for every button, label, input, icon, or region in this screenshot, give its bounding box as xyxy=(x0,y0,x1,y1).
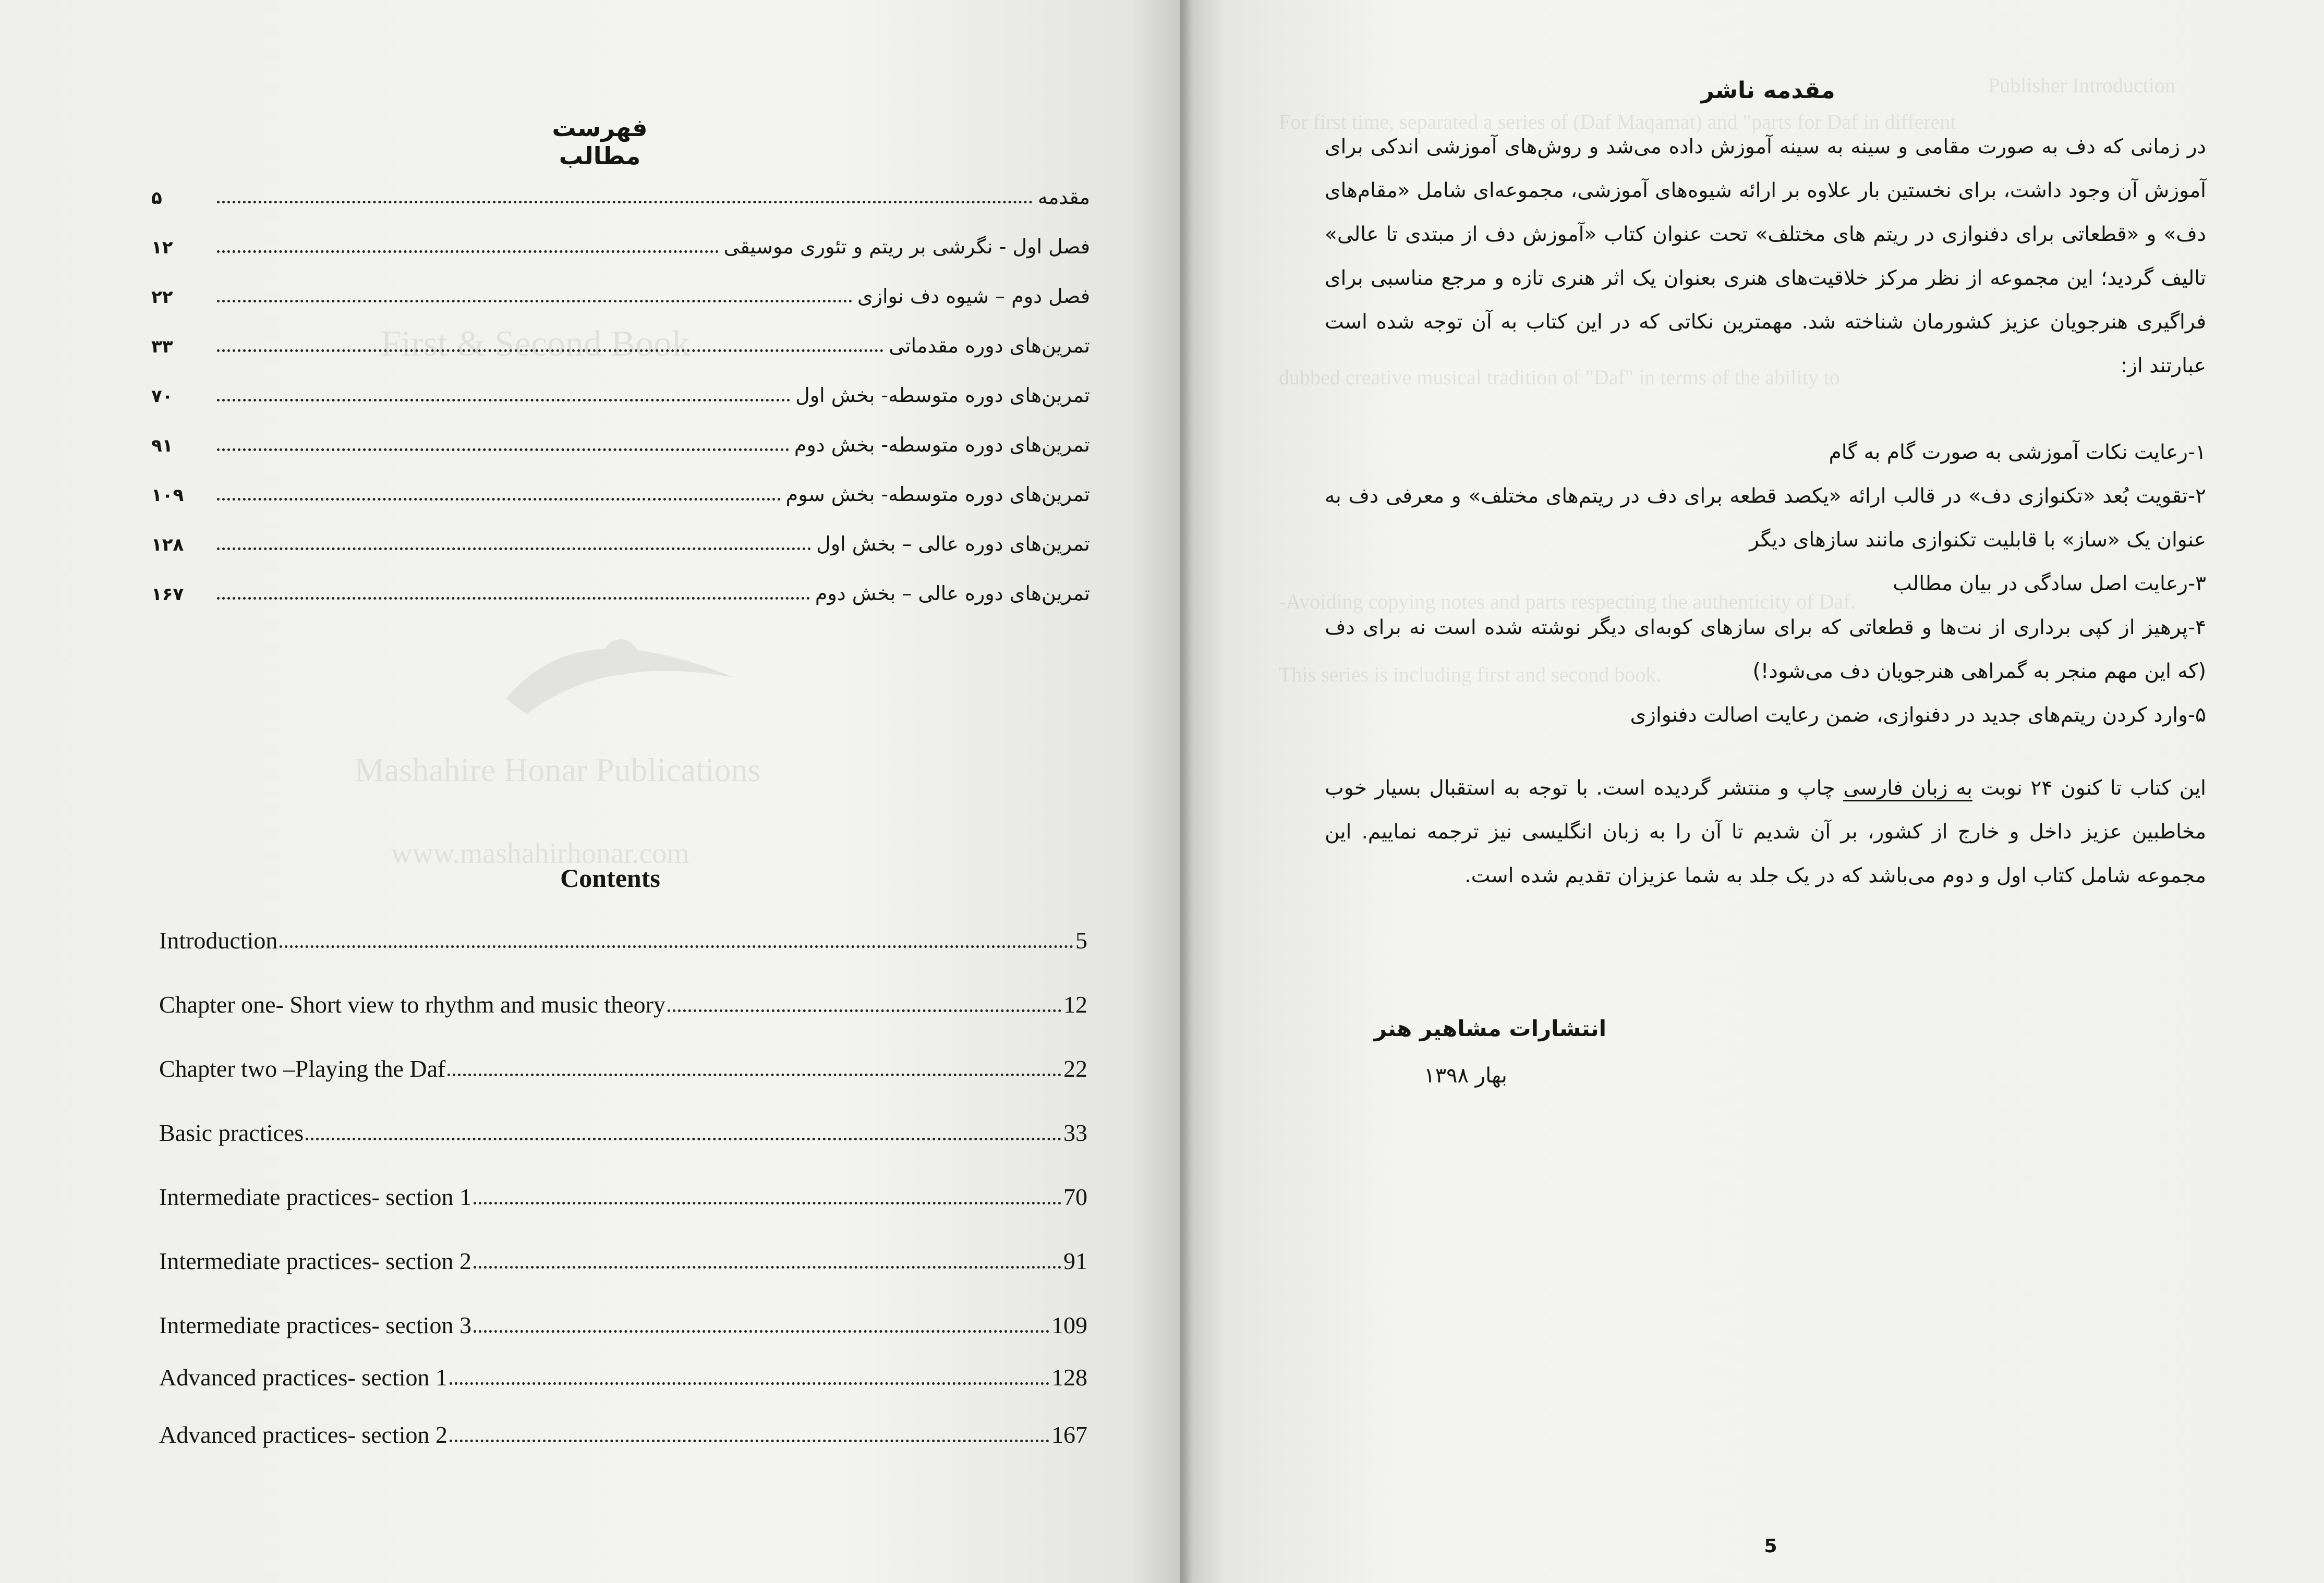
toc-row xyxy=(151,469,1090,506)
toc-page-number: 109 xyxy=(1051,1312,1087,1338)
toc-row xyxy=(151,370,1090,407)
show-through-text: dubbed creative musical tradition of "Daf" in terms of the ability to xyxy=(1279,366,1840,389)
toc-row xyxy=(159,1174,1087,1211)
preface-point: ۱-رعایت نکات آموزشی به صورت گام به گام xyxy=(1829,441,2206,464)
toc-row xyxy=(151,420,1090,456)
show-through-text: This series is including first and second book. xyxy=(1279,663,1662,686)
toc-page-number: 70 xyxy=(1063,1184,1087,1210)
toc-entry-label: فصل اول - نگرشی بر ریتم و تئوری موسیقی xyxy=(723,235,1090,258)
page-number: 5 xyxy=(1764,1536,1777,1557)
toc-row xyxy=(151,172,1090,209)
toc-entry-label: Basic practices xyxy=(159,1119,304,1146)
toc-page-number: ۱۲۸ xyxy=(151,534,184,555)
english-toc-title: Contents xyxy=(560,863,660,893)
toc-entry-label: فصل دوم – شیوه دف نوازی xyxy=(857,285,1090,308)
right-page xyxy=(1180,0,2324,1583)
closing-text-start: این کتاب تا کنون ۲۴ نوبت xyxy=(1972,776,2207,800)
toc-entry-label: تمرین‌های دوره عالی – بخش اول xyxy=(816,532,1090,555)
toc-entry-label: مقدمه xyxy=(1037,186,1090,209)
toc-page-number: 128 xyxy=(1051,1364,1087,1391)
toc-entry-label: Intermediate practices- section 1 xyxy=(159,1184,471,1210)
toc-row xyxy=(159,918,1087,954)
preface-heading: مقدمه ناشر xyxy=(1701,77,1835,104)
toc-row xyxy=(151,321,1090,357)
dot-leader xyxy=(450,1382,1049,1385)
toc-entry-label: Intermediate practices- section 3 xyxy=(159,1312,471,1338)
preface-points xyxy=(1325,431,2206,737)
toc-entry-label: Advanced practices- section 2 xyxy=(159,1421,448,1448)
show-through-text: For first time, separated a series of (Daf Maqamat) and "parts for Daf in different xyxy=(1279,110,1956,133)
show-through-text: Mashahire Honar Publications xyxy=(355,751,761,788)
page-gutter-shadow xyxy=(1180,0,1193,1583)
toc-row xyxy=(159,1302,1087,1339)
toc-page-number: ۱۲ xyxy=(151,237,173,258)
toc-row xyxy=(159,1412,1087,1448)
toc-page-number: 33 xyxy=(1063,1119,1087,1146)
toc-row xyxy=(151,519,1090,555)
dot-leader xyxy=(217,597,810,600)
toc-row xyxy=(159,1355,1087,1391)
dot-leader xyxy=(306,1138,1061,1140)
toc-entry-label: Chapter two –Playing the Daf xyxy=(159,1055,446,1082)
closing-text-end: چاپ و منتشر گردیده است. با توجه به استقبال بسیار خوب مخاطبین عزیز داخل و خارج از کشور، بر آن شدیم تا آن را به زبان انگلیسی نیز ترجمه نماییم. این مجموعه شامل کتاب اول و دوم می‌باشد که در یک جلد به شما عزیزان تقدیم شده است. xyxy=(1325,776,2206,887)
toc-page-number: ۹۱ xyxy=(151,435,173,456)
dot-leader xyxy=(668,1009,1061,1012)
dot-leader xyxy=(280,945,1073,948)
show-through-logo xyxy=(495,615,746,730)
toc-entry-label: تمرین‌های دوره متوسطه- بخش سوم xyxy=(785,483,1090,506)
toc-row xyxy=(151,222,1090,258)
dot-leader xyxy=(217,448,789,451)
dot-leader xyxy=(217,201,1033,203)
underlined-phrase: به زبان فارسی xyxy=(1843,776,1972,801)
toc-row xyxy=(151,568,1090,605)
toc-entry-label: Introduction xyxy=(159,927,278,954)
show-through-text: -Avoiding copying notes and parts respecting the authenticity of Daf. xyxy=(1279,590,1856,613)
preface-point: ۲-تقویت بُعد «تکنوازی دف» در قالب ارائه «یکصد قطعه برای دف در ریتم‌های مختلف» و معرفی دف به عنوان یک «ساز» با قابلیت تکنوازی مانند سازهای دیگر xyxy=(1325,484,2206,552)
persian-toc-title: فهرست مطالب xyxy=(552,114,648,170)
show-through-text: First & Second Book xyxy=(381,324,691,364)
dot-leader xyxy=(217,547,811,550)
toc-entry-label: تمرین‌های دوره عالی – بخش دوم xyxy=(815,582,1090,605)
toc-entry-label: تمرین‌های دوره متوسطه- بخش دوم xyxy=(794,433,1090,456)
dot-leader xyxy=(217,498,781,501)
toc-page-number: 12 xyxy=(1063,991,1087,1018)
toc-entry-label: Intermediate practices- section 2 xyxy=(159,1248,471,1274)
preface-point: ۵-وارد کردن ریتم‌های جدید در دفنوازی، ضمن رعایت اصالت دفنوازی xyxy=(1630,703,2206,727)
dot-leader xyxy=(217,250,719,253)
toc-row xyxy=(159,1110,1087,1147)
toc-row xyxy=(159,1046,1087,1082)
toc-page-number: 5 xyxy=(1075,927,1087,954)
toc-page-number: ۷۰ xyxy=(151,386,173,407)
dot-leader xyxy=(217,300,852,302)
preface-point: ۳-رعایت اصل سادگی در بیان مطالب xyxy=(1893,572,2206,595)
dot-leader xyxy=(217,399,790,401)
dot-leader xyxy=(474,1202,1061,1204)
toc-page-number: ۲۲ xyxy=(151,287,173,308)
toc-page-number: ۱۰۹ xyxy=(151,485,184,506)
dot-leader xyxy=(447,1074,1061,1076)
toc-page-number: ۵ xyxy=(151,188,162,209)
show-through-text: Publisher Introduction xyxy=(1988,74,2175,97)
dot-leader xyxy=(474,1266,1061,1269)
toc-entry-label: Advanced practices- section 1 xyxy=(159,1364,448,1391)
toc-page-number: ۱۶۷ xyxy=(151,584,184,605)
dot-leader xyxy=(474,1330,1049,1333)
toc-entry-label: تمرین‌های دوره متوسطه- بخش اول xyxy=(795,384,1090,407)
publisher-name: انتشارات مشاهیر هنر xyxy=(1374,1016,1606,1041)
preface-closing-paragraph xyxy=(1325,766,2206,898)
toc-row xyxy=(151,271,1090,308)
dot-leader xyxy=(450,1440,1049,1442)
toc-page-number: 22 xyxy=(1063,1055,1087,1082)
show-through-text: www.mashahirhonar.com xyxy=(391,837,689,870)
preface-intro-paragraph: در زمانی که دف به صورت مقامی و سینه به سینه آموزش داده می‌شد و روش‌های آموزشی اندکی برای آموزش آن وجود داشت، برای نخستین بار علاوه بر ارائه شیوه‌های آموزشی، مجموعه‌ای شامل «مقام‌های دف» و «قطعاتی برای دفنوازی در ریتم های مختلف» تحت عنوان کتاب «آموزش دف از مبتدی تا عالی» تالیف گردید؛ این مجموعه از نظر مرکز خلاقیت‌های هنری بعنوان یک اثر هنری تازه و مرجع مناسبی برای فراگیری هنرجویان عزیز کشورمان شناخته شد. مهمترین نکاتی که در این کتاب به آن توجه شده است عبارتند از: xyxy=(1325,135,2206,378)
dot-leader xyxy=(217,349,883,352)
toc-page-number: 91 xyxy=(1063,1248,1087,1274)
publication-season: بهار ۱۳۹۸ xyxy=(1424,1064,1507,1088)
toc-entry-label: تمرین‌های دوره مقدماتی xyxy=(889,334,1090,357)
toc-page-number: ۳۳ xyxy=(151,336,173,357)
toc-row xyxy=(159,982,1087,1018)
toc-page-number: 167 xyxy=(1051,1421,1087,1448)
toc-entry-label: Chapter one- Short view to rhythm and music theory xyxy=(159,991,665,1018)
toc-row xyxy=(159,1238,1087,1275)
preface-point: ۴-پرهیز از کپی برداری از نت‌ها و قطعاتی که برای سازهای کوبه‌ای دیگر نوشته شده است نه برای دف (که این مهم منجر به گمراهی هنرجویان دف می‌شود!) xyxy=(1325,616,2206,683)
